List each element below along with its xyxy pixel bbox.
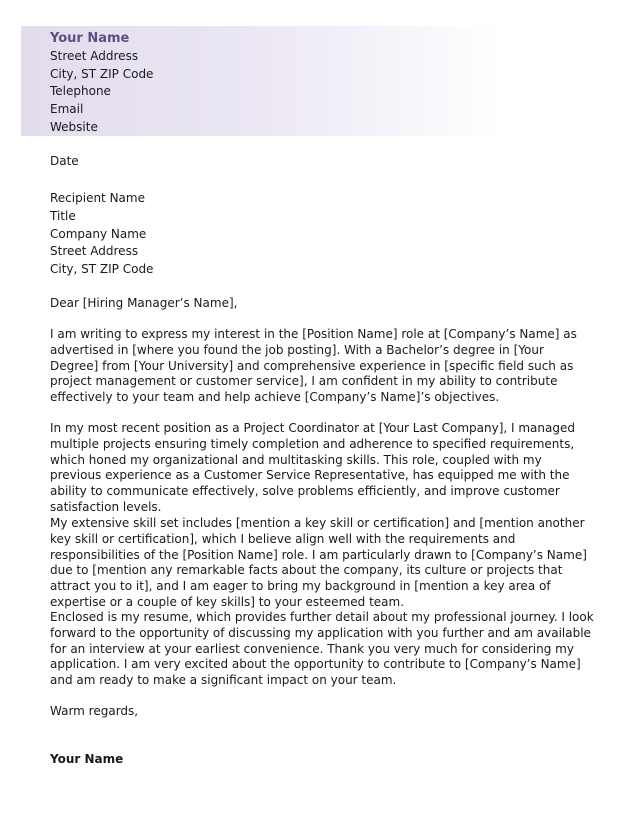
recipient-block [50,190,153,279]
paragraph-experience: In my most recent position as a Project Coordinator at [Your Last Company], I managed multiple projects ensuring timely completion and adherence to specified requirements, which honed my organizational and multitasking skills. This role, coupled with my previous experience as a Customer Service Representative, has equipped me with the ability to communicate effectively, solve problems efficiently, and improve customer satisfaction levels. [50,421,575,514]
paragraph-closing: Enclosed is my resume, which provides further detail about my professional journey. I look forward to the opportunity of discussing my application with you further and am available for an interview at your earliest convenience. Thank you very much for considering my application. I am very excited about the opportunity to contribute to [Company’s Name] and am ready to make a significant impact on your team. [50,610,594,688]
paragraph-skills: My extensive skill set includes [mention a key skill or certification] and [mention another key skill or certification], which I believe align well with the requirements and responsibilities of the [Position Name] role. I am particularly drawn to [Company’s Name] due to [mention any remarkable facts about the company, its culture or projects that attract you to it], and I am eager to bring my background in [mention a key area of expertise or a couple of key skills] to your esteemed team. [50,516,587,609]
sender-street: Street Address [50,48,139,63]
paragraph-intro: I am writing to express my interest in the [Position Name] role at [Company’s Name] as advertised in [where you found the job posting]. With a Bachelor’s degree in [Your Degree] from [Your University] and comprehensive experience in [specific field such as project management or customer service], I am confident in my ability to contribute effectively to your team and help achieve [Company’s Name]’s objectives. [50,327,577,405]
closing-phrase: Warm regards, [50,704,139,718]
recipient-title: Title [50,208,76,223]
sender-city: City, ST ZIP Code [50,66,154,81]
letter-date: Date [50,154,79,168]
salutation: Dear [Hiring Manager’s Name], [50,296,238,310]
signature-name: Your Name [50,752,124,766]
sender-email: Email [50,102,84,117]
sender-name: Your Name [50,31,130,46]
sender-block [50,30,153,137]
sender-telephone: Telephone [50,84,111,99]
recipient-name: Recipient Name [50,191,145,205]
recipient-street: Street Address [50,244,139,259]
sender-website: Website [50,119,98,134]
recipient-city: City, ST ZIP Code [50,262,154,277]
recipient-company: Company Name [50,226,147,241]
